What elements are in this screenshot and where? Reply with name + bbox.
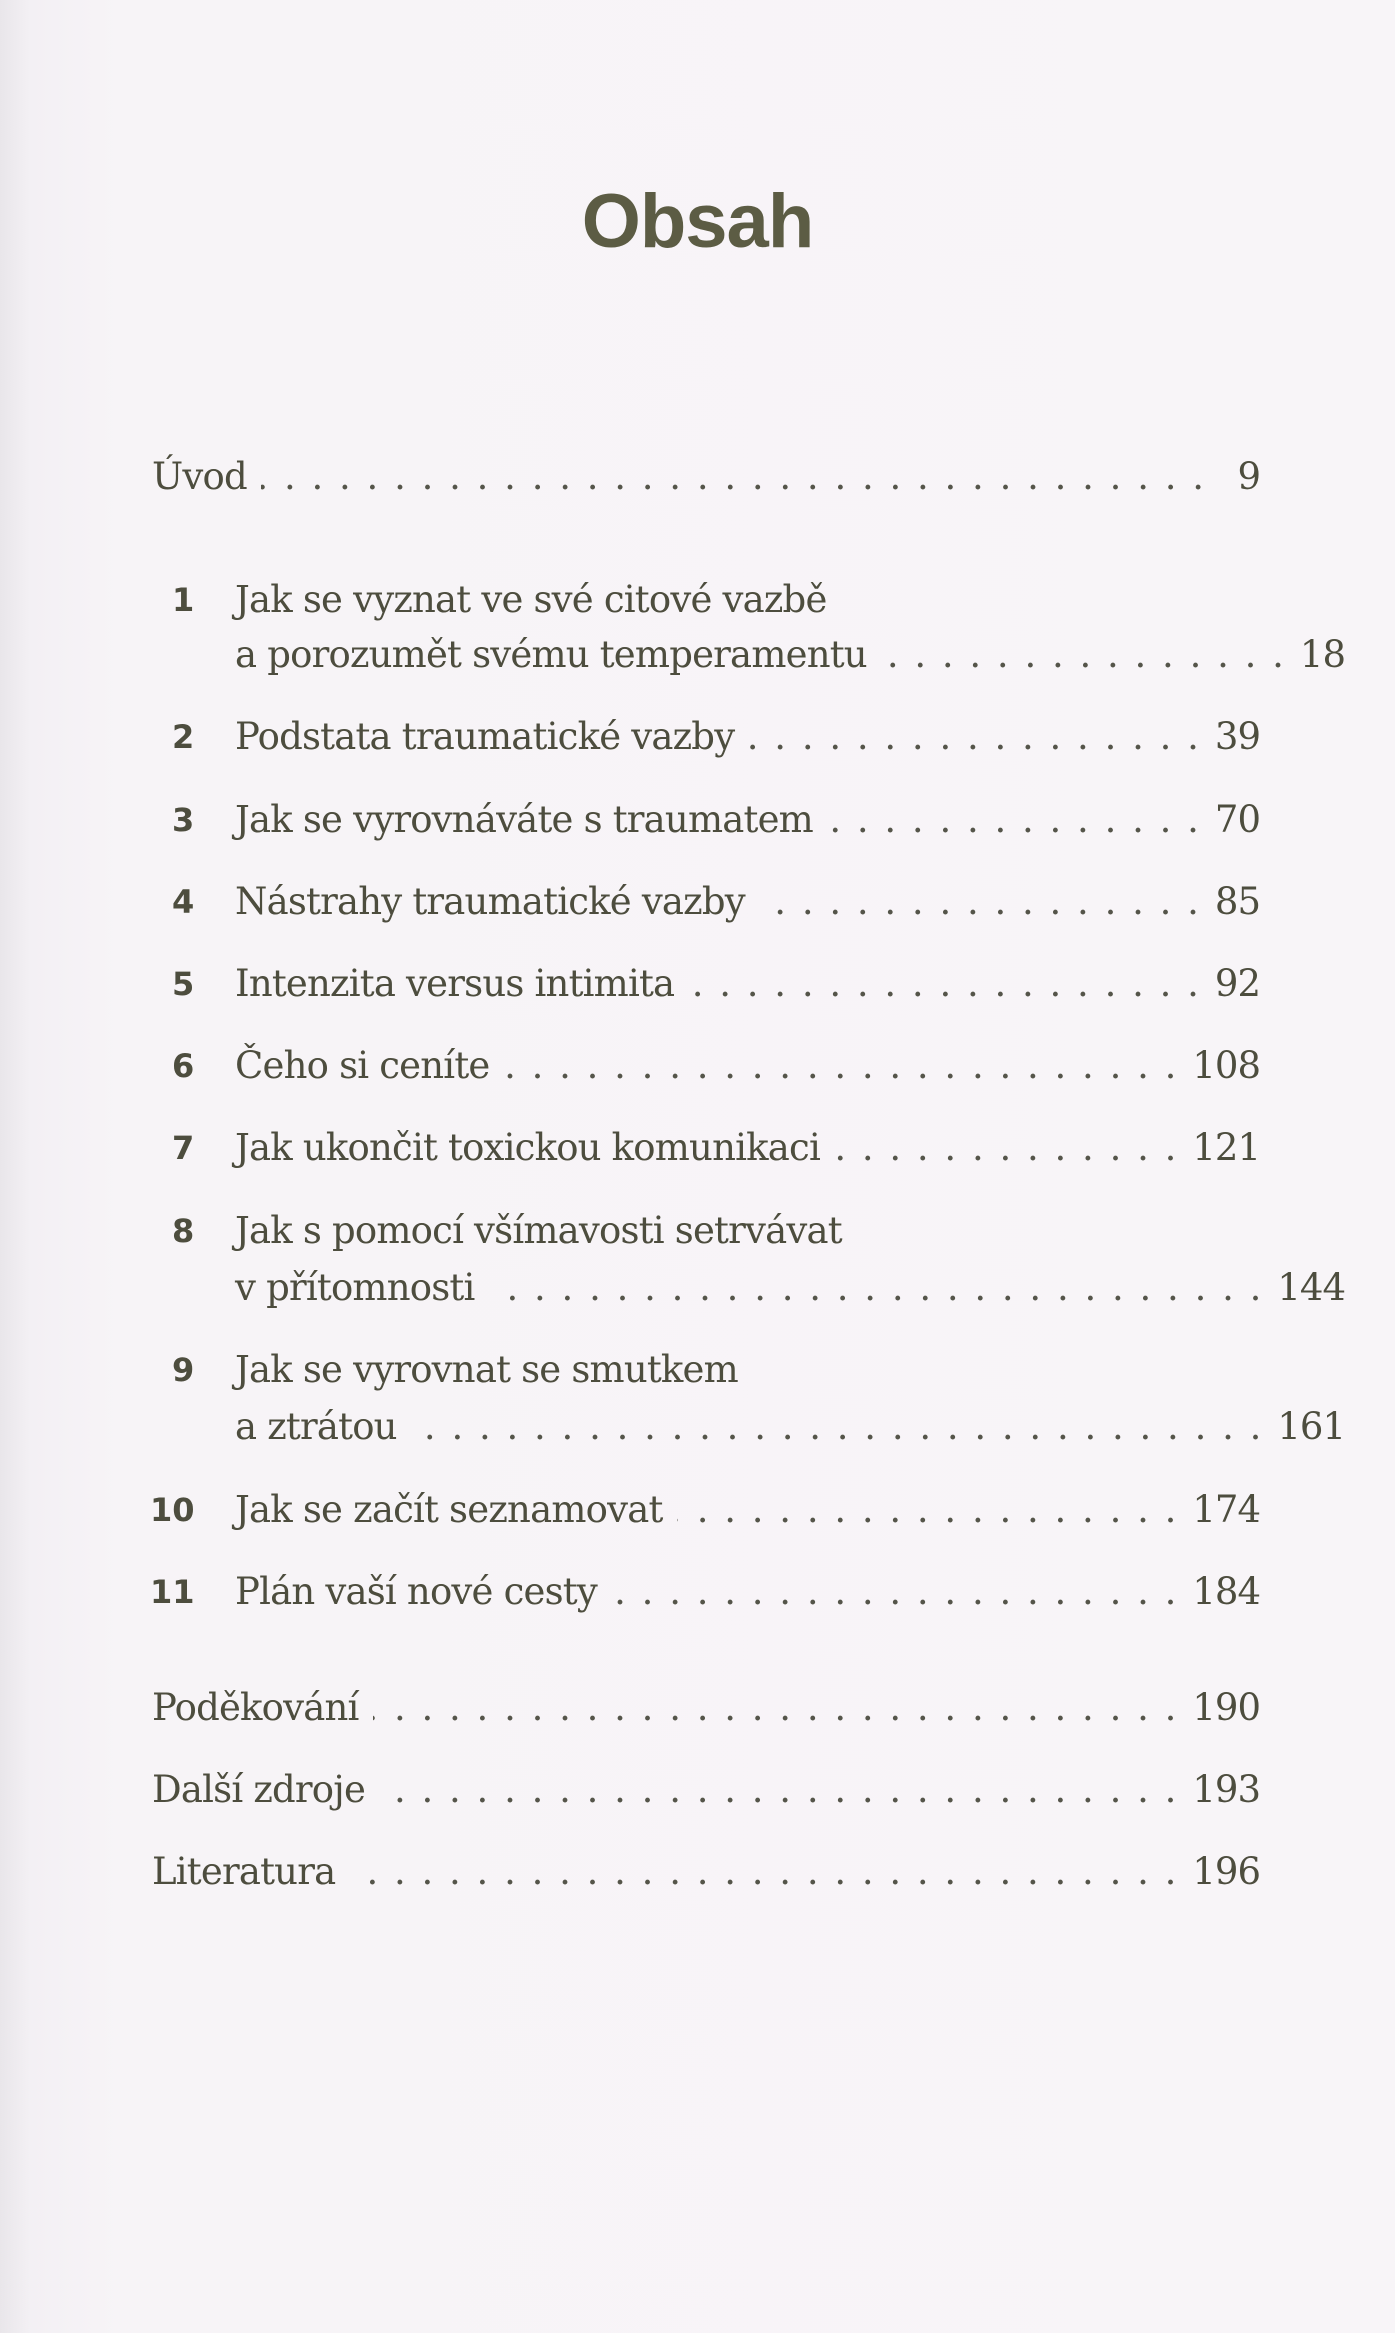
toc-entry-title: Plán vaší nové cesty (235, 1570, 597, 1613)
toc-entry-chapter-11[interactable] (150, 1567, 1260, 1617)
chapter-number: 2 (172, 718, 195, 756)
toc-page-number: 196 (1192, 1850, 1260, 1893)
toc-page-number: 85 (1214, 880, 1260, 923)
toc-entry-title: Literatura (152, 1850, 336, 1893)
chapter-number: 4 (172, 883, 195, 921)
toc-entry-title: Podstata traumatické vazby (235, 715, 735, 758)
toc-page-number: 92 (1214, 962, 1260, 1005)
toc-entry-chapter-6[interactable] (150, 1041, 1260, 1091)
toc-entry-chapter-5[interactable] (150, 959, 1260, 1009)
toc-entry-chapter-10[interactable] (150, 1485, 1260, 1535)
toc-entry-title: Jak s pomocí všímavosti setrvávat (235, 1209, 842, 1252)
chapter-number: 1 (172, 581, 195, 619)
toc-entry-chapter-7[interactable] (150, 1123, 1260, 1173)
leader-dots (411, 1402, 1264, 1452)
leader-dots (759, 877, 1201, 927)
toc-entry-chapter-8-continued[interactable] (150, 1263, 1345, 1313)
toc-entry-chapter-9[interactable] (150, 1345, 1260, 1395)
toc-page-number: 190 (1192, 1686, 1260, 1729)
leader-dots (611, 1567, 1178, 1617)
chapter-number: 9 (172, 1351, 195, 1389)
chapter-number: 6 (172, 1047, 195, 1085)
toc-entry-title: Další zdroje (152, 1768, 366, 1811)
toc-entry-title: Úvod (152, 455, 247, 498)
leader-dots (677, 1485, 1179, 1535)
toc-entry-chapter-1-continued[interactable] (150, 630, 1345, 680)
toc-entry-title-continued: a ztrátou (235, 1405, 397, 1448)
chapter-number: 8 (172, 1212, 195, 1250)
leader-dots (748, 712, 1201, 762)
chapter-number: 5 (172, 965, 195, 1003)
leader-dots (827, 795, 1201, 845)
leader-dots (489, 1263, 1264, 1313)
leader-dots (261, 452, 1206, 502)
toc-entry-chapter-2[interactable] (150, 712, 1260, 762)
toc-entry-title: Jak ukončit toxickou komunikaci (235, 1126, 820, 1169)
leader-dots (379, 1765, 1178, 1815)
toc-entry-chapter-9-continued[interactable] (150, 1402, 1345, 1452)
toc-entry-title: Čeho si ceníte (235, 1044, 490, 1087)
toc-entry-title: Jak se začít seznamovat (235, 1488, 663, 1531)
toc-page-number: 193 (1192, 1768, 1260, 1811)
toc-entry-bibliography[interactable] (150, 1847, 1260, 1897)
page-title: Obsah (581, 179, 814, 264)
toc-page-number: 39 (1214, 715, 1260, 758)
toc-page-number: 9 (1237, 455, 1260, 498)
leader-dots (373, 1683, 1179, 1733)
toc-page-number: 184 (1192, 1570, 1260, 1613)
leader-dots (688, 959, 1201, 1009)
toc-entry-title: Intenzita versus intimita (235, 962, 675, 1005)
toc-entry-chapter-3[interactable] (150, 795, 1260, 845)
toc-entry-title: Jak se vyrovnat se smutkem (235, 1348, 738, 1391)
leader-dots (504, 1041, 1179, 1091)
toc-entry-chapter-8[interactable] (150, 1206, 1260, 1256)
toc-entry-title: Jak se vyznat ve své citové vazbě (235, 578, 827, 621)
toc-entry-title: Poděkování (152, 1686, 359, 1729)
toc-entry-chapter-4[interactable] (150, 877, 1260, 927)
toc-page-number: 121 (1192, 1126, 1260, 1169)
leader-dots (834, 1123, 1178, 1173)
chapter-number: 7 (172, 1129, 195, 1167)
toc-entry-chapter-1[interactable] (150, 575, 1260, 625)
chapter-number: 10 (150, 1491, 195, 1529)
toc-page-number: 18 (1299, 633, 1345, 676)
toc-entry-title: Jak se vyrovnáváte s traumatem (235, 798, 813, 841)
toc-entry-title-continued: v přítomnosti (235, 1266, 475, 1309)
chapter-number: 11 (150, 1573, 195, 1611)
toc-entry-acknowledgements[interactable] (150, 1683, 1260, 1733)
toc-entry-intro[interactable] (150, 452, 1260, 502)
leader-dots (349, 1847, 1178, 1897)
toc-entry-title-continued: a porozumět svému temperamentu (235, 633, 867, 676)
toc-page-number: 161 (1277, 1405, 1345, 1448)
toc-page-number: 70 (1214, 798, 1260, 841)
toc-entry-further-resources[interactable] (150, 1765, 1260, 1815)
toc-entry-title: Nástrahy traumatické vazby (235, 880, 745, 923)
toc-page-number: 108 (1192, 1044, 1260, 1087)
toc-page-number: 174 (1192, 1488, 1260, 1531)
toc-page-number: 144 (1277, 1266, 1345, 1309)
leader-dots (881, 630, 1286, 680)
chapter-number: 3 (172, 801, 195, 839)
